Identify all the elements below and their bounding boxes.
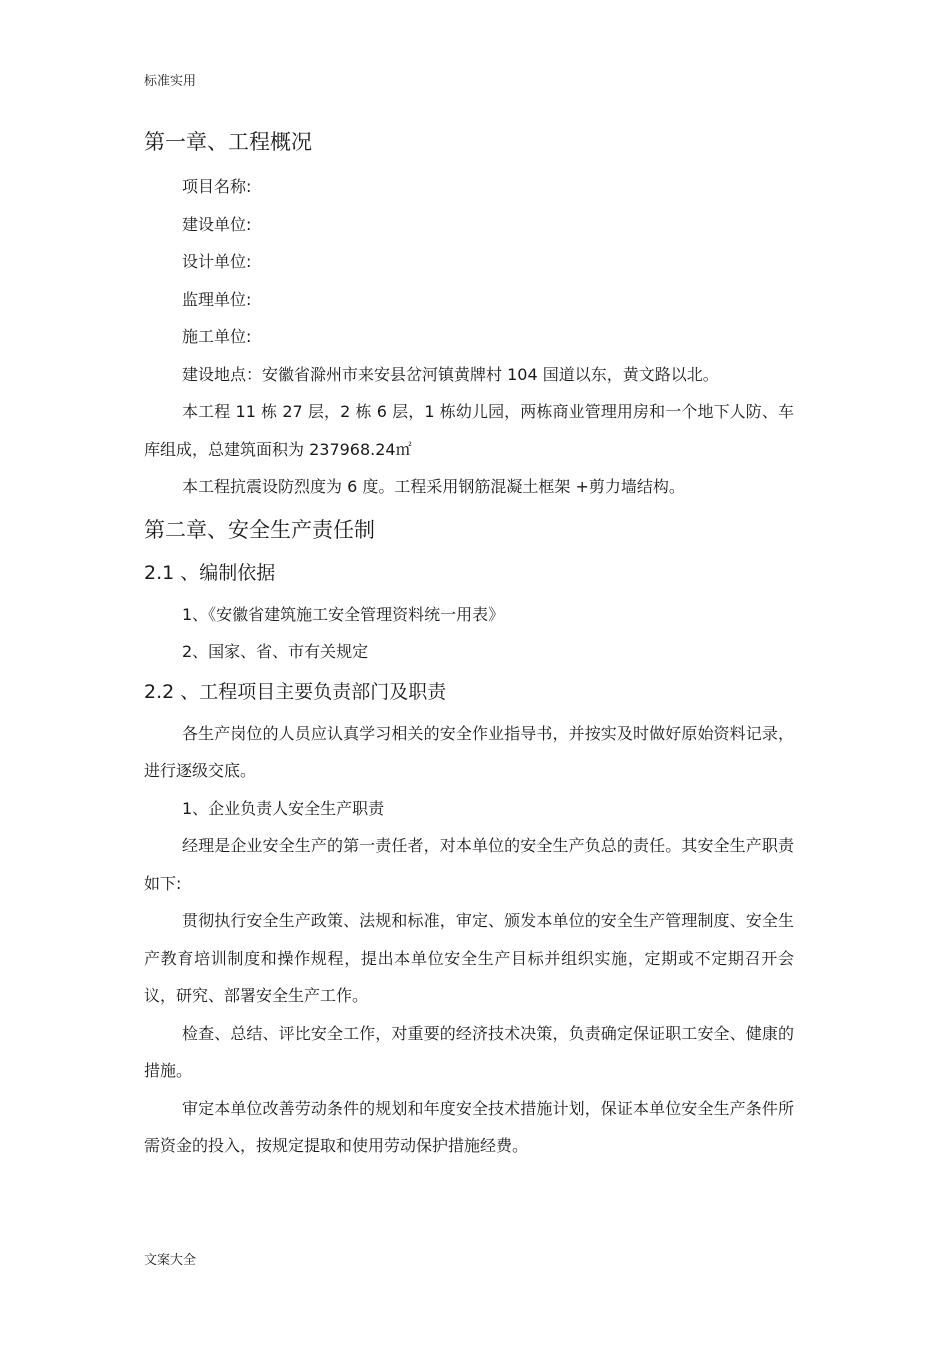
field-supervision-unit: 监理单位: <box>182 289 252 309</box>
chapter-1-title: 第一章、工程概况 <box>144 130 312 154</box>
duty-paragraph-2: 贯彻执行安全生产政策、法规和标准，审定、颁发本单位的安全生产管理制度、安全生产教育培训制度和操作规程，提出本单位安全生产目标并组织实施，定期或不定期召开会议，研究、部署安全生产工作。 <box>144 911 794 1005</box>
subsection-1-title: 1、企业负责人安全生产职责 <box>182 798 385 818</box>
section-2-2-intro: 各生产岗位的人员应认真学习相关的安全作业指导书，并按实及时做好原始资料记录，进行逐级交底。 <box>144 723 794 780</box>
section-2-1-title: 2.1 、编制依据 <box>144 561 276 584</box>
chapter-2-title: 第二章、安全生产责任制 <box>144 517 375 542</box>
page-header-mark: 标准实用 <box>144 74 197 89</box>
construction-location-paragraph: 建设地点：安徽省滁州市来安县岔河镇黄牌村 104 国道以东，黄文路以北。 <box>182 364 719 384</box>
basis-item-1: 1、《安徽省建筑施工安全管理资料统一用表》 <box>182 604 505 624</box>
page-footer-mark: 文案大全 <box>144 1253 197 1268</box>
basis-item-2: 2、国家、省、市有关规定 <box>182 642 369 661</box>
duty-paragraph-1: 经理是企业安全生产的第一责任者，对本单位的安全生产负总的责任。其安全生产职责如下: <box>144 836 794 893</box>
document-body <box>144 124 794 1165</box>
duty-paragraph-4: 审定本单位改善劳动条件的规划和年度安全技术措施计划，保证本单位安全生产条件所需资金的投入，按规定提取和使用劳动保护措施经费。 <box>144 1098 794 1155</box>
field-design-unit: 设计单位: <box>182 252 252 271</box>
project-composition-paragraph: 本工程 11 栋 27 层，2 栋 6 层，1 栋幼儿园，两栋商业管理用房和一个地下人防、车库组成，总建筑面积为 237968.24㎡ <box>144 402 794 459</box>
field-contractor-unit: 施工单位: <box>182 327 252 346</box>
field-project-name: 项目名称: <box>182 177 252 196</box>
section-2-2-title: 2.2 、工程项目主要负责部门及职责 <box>144 680 447 703</box>
duty-paragraph-3: 检查、总结、评比安全工作，对重要的经济技术决策，负责确定保证职工安全、健康的措施。 <box>144 1023 794 1080</box>
seismic-structure-paragraph: 本工程抗震设防烈度为 6 度。工程采用钢筋混凝土框架 +剪力墙结构。 <box>182 477 685 496</box>
field-construction-unit: 建设单位: <box>182 214 252 234</box>
